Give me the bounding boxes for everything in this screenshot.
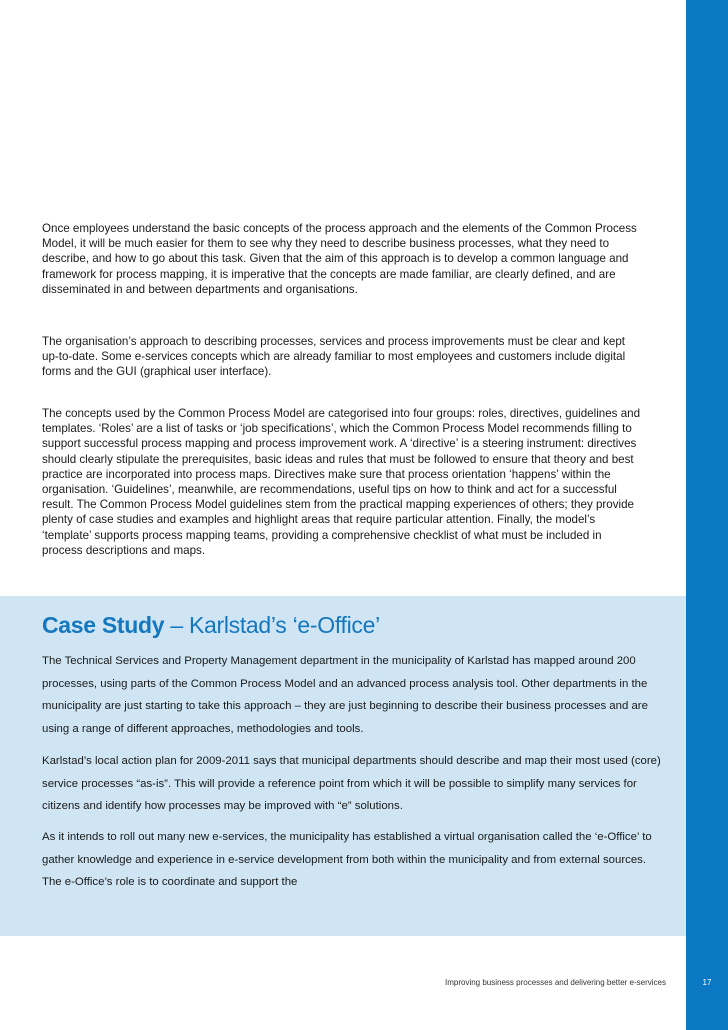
running-footer: Improving business processes and delivering better e-services (445, 978, 666, 987)
body-paragraph-3: The concepts used by the Common Process Model are categorised into four groups: roles, directives, guidelines and templates. ‘Roles’ are a list of tasks or ‘job specifications’, which the Common Process Model recommends filling to support successful process mapping and process improvement work. A ‘directive’ is a steering instrument: directives should clearly stipulate the prerequisites, basic ideas and rules that must be followed to ensure that theory and best practice are incorporated into process maps. Directives make sure that process orientation ‘happens’ within the organisation. ‘Guidelines’, meanwhile, are recommendations, useful tips on how to think and act for a successful result. The Common Process Model guidelines stem from the practical mapping experiences of others; they provide plenty of case studies and examples and highlight areas that require particular attention. Finally, the model’s ‘template’ supports process mapping teams, providing a comprehensive checklist of what must be included in process descriptions and maps. (42, 407, 641, 557)
side-accent-bar (686, 0, 728, 1030)
page-number: 17 (702, 978, 712, 987)
case-study-subtitle: – Karlstad’s ‘e-Office’ (170, 612, 380, 638)
case-paragraph-3: As it intends to roll out many new e-services, the municipality has established a virtual organisation called the ‘e-Office’ to gather knowledge and experience in e-service development from both within the municipality and from external sources. The e-Office’s role is to coordinate and support the (42, 831, 652, 889)
case-paragraph-1: The Technical Services and Property Management department in the municipality of Karlstad has mapped around 200 processes, using parts of the Common Process Model and an advanced process analysis tool. Other departments in the municipality are just starting to take this approach – they are just beginning to describe their business processes and are using a range of different approaches, methodologies and tools. (42, 655, 648, 736)
case-paragraph-2: Karlstad’s local action plan for 2009-2011 says that municipal departments should describe and map their most used (core) service processes “as-is”. This will provide a reference point from which it will be possible to simplify many services for citizens and identify how processes may be improved with “e” solutions. (42, 755, 661, 813)
body-paragraph-2: The organisation’s approach to describing processes, services and process improvements must be clear and kept up-to-date. Some e-services concepts which are already familiar to most employees and customers include digital forms and the GUI (graphical user interface). (42, 335, 626, 379)
case-study-title (42, 610, 380, 640)
case-study-label: Case Study (42, 612, 165, 638)
body-paragraph-1: Once employees understand the basic concepts of the process approach and the elements of the Common Process Model, it will be much easier for them to see why they need to describe business processes, what they need to describe, and how to go about this task. Given that the aim of this approach is to develop a common language and framework for process mapping, it is imperative that the concepts are made familiar, are clearly defined, and are disseminated in and between departments and organisations. (42, 222, 637, 296)
